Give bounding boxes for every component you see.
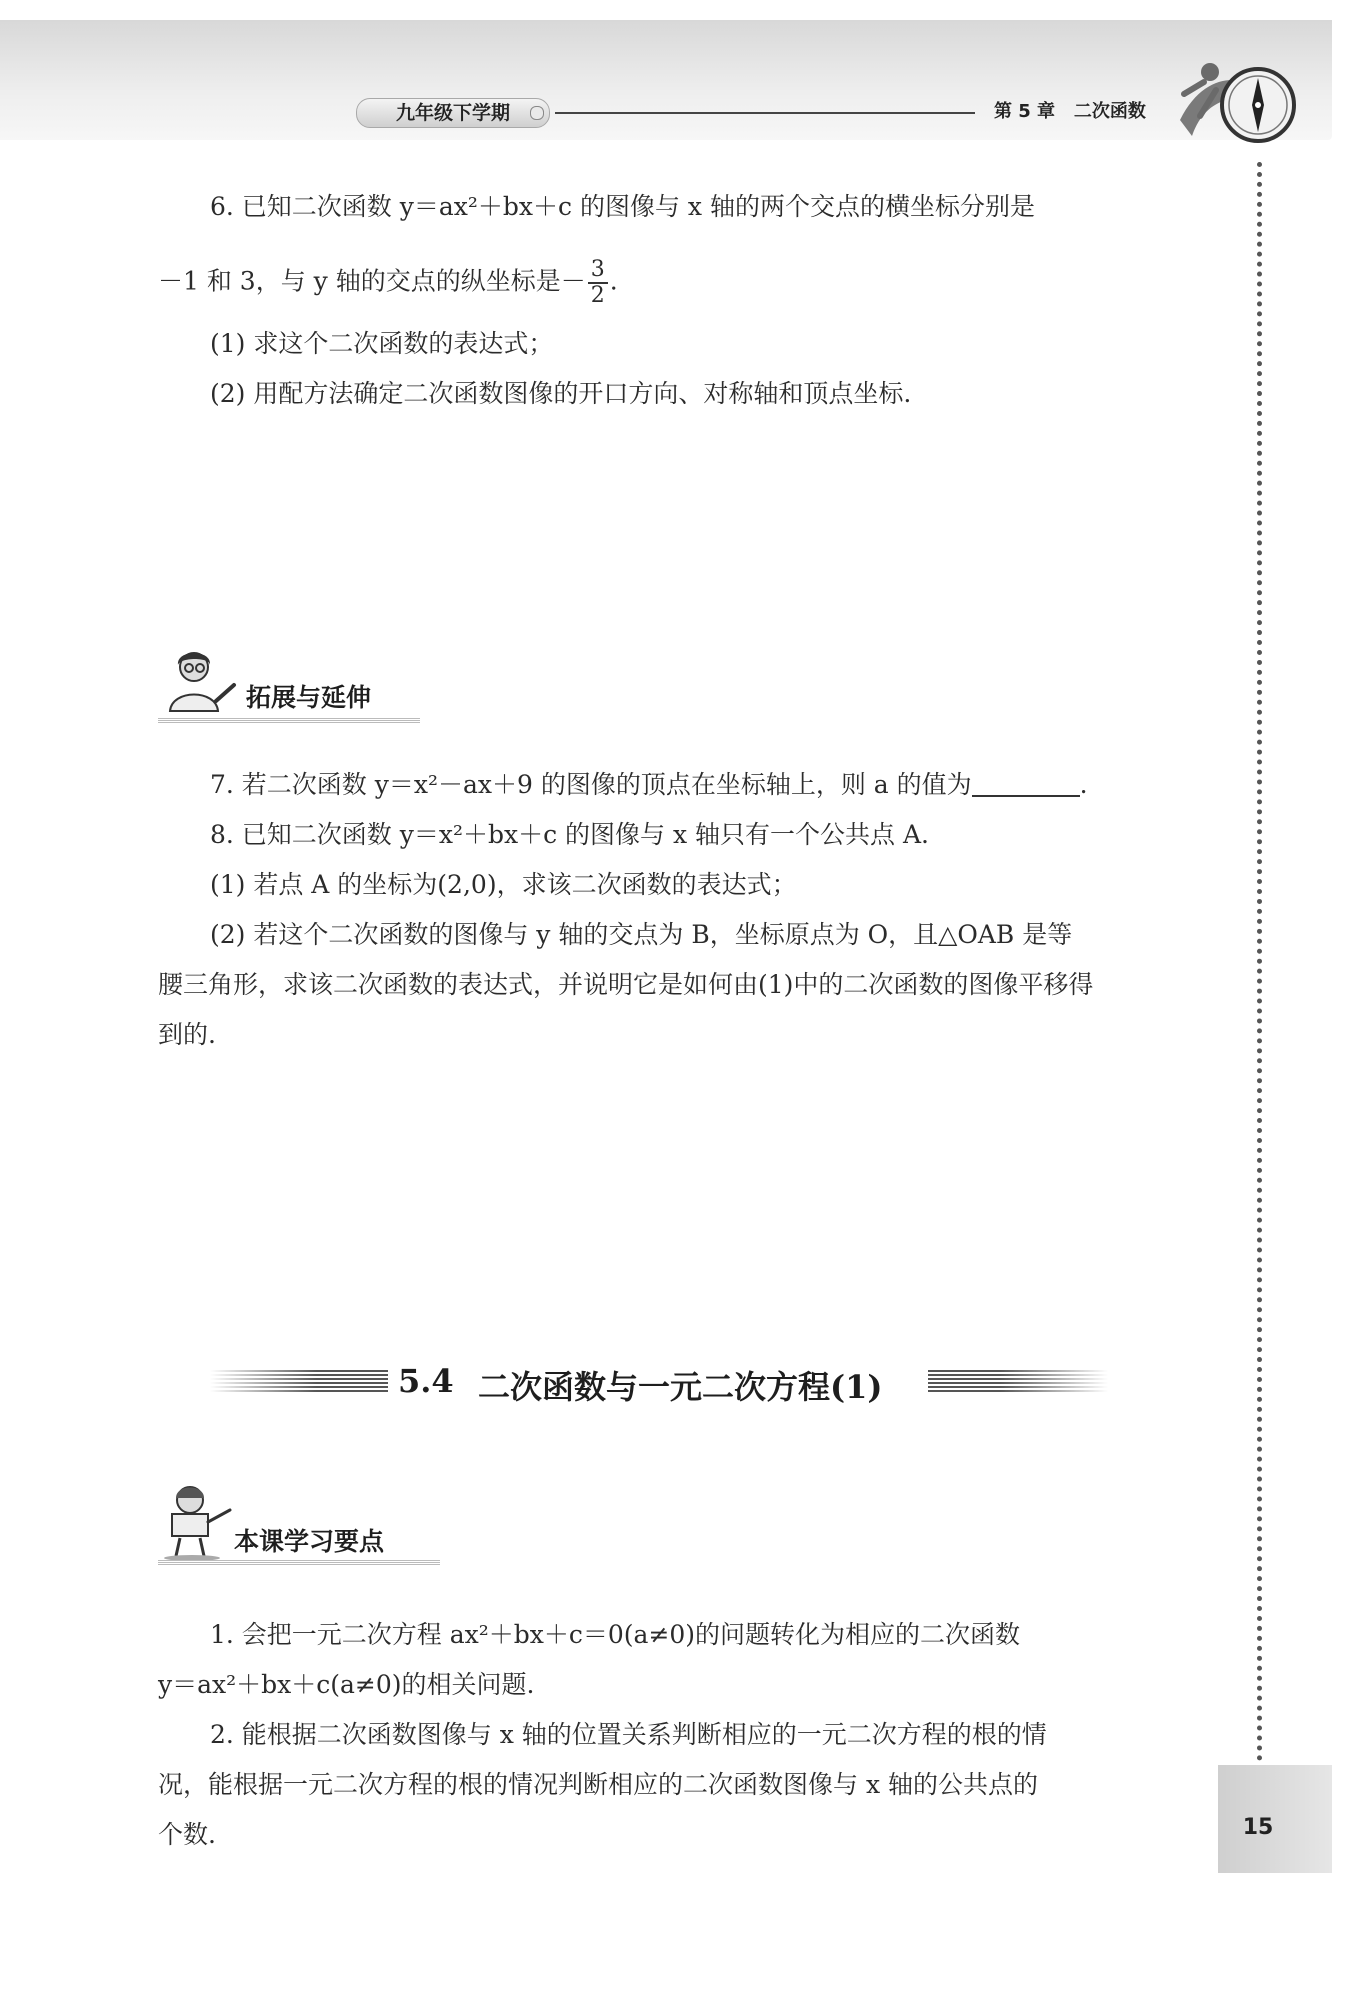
problem-7-end: . <box>1079 770 1088 799</box>
problem-6-line-2 <box>158 258 618 308</box>
section-underline <box>158 1560 440 1566</box>
page-number: 15 <box>1242 1815 1274 1840</box>
chapter-label: 第 5 章 二次函数 <box>994 101 1146 122</box>
keypoint-2-line-3: 个数. <box>158 1820 216 1849</box>
section-title-extension: 拓展与延伸 <box>246 683 372 712</box>
header-rule <box>555 112 975 114</box>
keypoint-2-line-2: 况，能根据一元二次方程的根的情况判断相应的二次函数图像与 x 轴的公共点的 <box>158 1770 1038 1799</box>
problem-7-text: 7. 若二次函数 y＝x²－ax＋9 的图像的顶点在坐标轴上，则 a 的值为 <box>210 770 972 799</box>
section-title-key-points: 本课学习要点 <box>234 1527 385 1556</box>
compass-runner-icon <box>1170 50 1300 150</box>
pill-right-dot <box>530 106 544 120</box>
teacher-icon <box>158 645 238 715</box>
margin-dotted-rule <box>1257 162 1262 1762</box>
problem-8-question-1: (1) 若点 A 的坐标为(2,0)，求该二次函数的表达式； <box>210 870 797 899</box>
problem-8-question-2-line-3: 到的. <box>158 1020 216 1049</box>
problem-6-line-2-end: . <box>609 266 618 296</box>
fraction <box>588 258 608 308</box>
problem-6-line-2-text: －1 和 3，与 y 轴的交点的纵坐标是－ <box>158 266 586 296</box>
problem-8-question-2-line-1: (2) 若这个二次函数的图像与 y 轴的交点为 B，坐标原点为 O，且△OAB 是等 <box>210 920 1073 949</box>
problem-8-line-1: 8. 已知二次函数 y＝x²＋bx＋c 的图像与 x 轴只有一个公共点 A. <box>210 820 929 849</box>
student-icon <box>158 1482 238 1562</box>
answer-blank <box>972 771 1080 797</box>
fraction-denominator: 2 <box>590 283 605 308</box>
lesson-number: 5.4 <box>398 1362 454 1400</box>
grade-label: 九年级下学期 <box>356 98 550 128</box>
problem-6-question-1: (1) 求这个二次函数的表达式； <box>210 329 554 358</box>
problem-7 <box>210 768 1088 802</box>
lesson-stripes-left <box>210 1370 388 1392</box>
keypoint-1-line-2: y＝ax²＋bx＋c(a≠0)的相关问题. <box>158 1670 535 1699</box>
problem-8-question-2-line-2: 腰三角形，求该二次函数的表达式，并说明它是如何由(1)中的二次函数的图像平移得 <box>158 970 1094 999</box>
fraction-numerator: 3 <box>588 258 608 284</box>
keypoint-1-line-1: 1. 会把一元二次方程 ax²＋bx＋c＝0(a≠0)的问题转化为相应的二次函数 <box>210 1620 1021 1649</box>
keypoint-2-line-1: 2. 能根据二次函数图像与 x 轴的位置关系判断相应的一元二次方程的根的情 <box>210 1720 1047 1749</box>
section-underline <box>158 718 420 724</box>
problem-6-question-2: (2) 用配方法确定二次函数图像的开口方向、对称轴和顶点坐标. <box>210 379 912 408</box>
lesson-stripes-right <box>928 1370 1108 1392</box>
problem-6-line-1: 6. 已知二次函数 y＝ax²＋bx＋c 的图像与 x 轴的两个交点的横坐标分别是 <box>210 192 1035 221</box>
lesson-title: 二次函数与一元二次方程(1) <box>478 1368 883 1406</box>
